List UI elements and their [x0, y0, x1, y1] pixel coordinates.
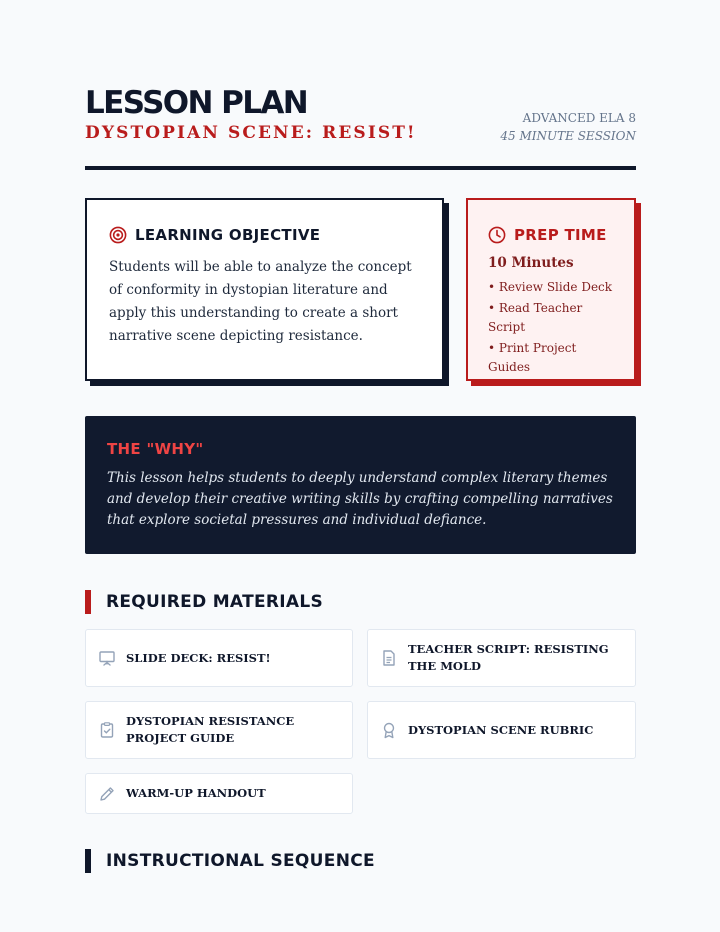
materials-heading-text: REQUIRED MATERIALS — [106, 592, 324, 612]
prep-heading: PREP TIME — [514, 226, 607, 244]
prep-duration: 10 Minutes — [488, 255, 574, 271]
lesson-header — [85, 84, 636, 170]
material-label: DYSTOPIAN SCENE RUBRIC — [408, 722, 594, 737]
prep-item: • Read Teacher Script — [488, 301, 583, 334]
sequence-heading — [85, 849, 375, 873]
why-text: This lesson helps students to deeply understand complex literary themes and develop their creative writing skills by crafting compelling narratives that explore societal pressures and individual defiance. — [107, 470, 613, 528]
award-icon — [380, 721, 398, 739]
prep-item: • Review Slide Deck — [488, 280, 613, 294]
target-icon — [109, 226, 127, 244]
clipboard-check-icon — [98, 721, 116, 739]
section-accent-bar — [85, 849, 91, 873]
page-subtitle: DYSTOPIAN SCENE: RESIST! — [85, 123, 417, 143]
document-icon — [380, 649, 398, 667]
presentation-icon — [98, 649, 116, 667]
material-label: DYSTOPIAN RESISTANCE PROJECT GUIDE — [126, 714, 295, 745]
sequence-heading-text: INSTRUCTIONAL SEQUENCE — [106, 851, 375, 871]
material-label: WARM-UP HANDOUT — [126, 786, 266, 800]
material-project-guide[interactable] — [85, 701, 353, 759]
objective-heading: LEARNING OBJECTIVE — [135, 226, 321, 244]
material-label: SLIDE DECK: RESIST! — [126, 650, 271, 665]
material-label: TEACHER SCRIPT: RESISTING THE MOLD — [408, 642, 609, 673]
prep-time-card — [466, 198, 636, 381]
grade-level: ADVANCED ELA 8 — [522, 111, 636, 125]
prep-item: • Print Project Guides — [488, 341, 577, 374]
material-slide-deck[interactable] — [85, 629, 353, 687]
materials-heading — [85, 590, 323, 614]
why-heading: THE "WHY" — [107, 440, 204, 458]
section-accent-bar — [85, 590, 91, 614]
material-rubric[interactable] — [367, 701, 636, 759]
objective-text: Students will be able to analyze the concept of conformity in dystopian literature and apply this understanding to create a short narrative scene depicting resistance. — [109, 259, 412, 344]
material-warmup[interactable] — [85, 773, 353, 814]
session-length: 45 MINUTE SESSION — [500, 129, 636, 143]
clock-icon — [488, 226, 506, 244]
why-panel — [85, 416, 636, 554]
page-title: LESSON PLAN — [85, 85, 308, 121]
pencil-icon — [98, 785, 116, 803]
lesson-meta — [500, 109, 636, 145]
prep-list — [488, 278, 614, 377]
material-teacher-script[interactable] — [367, 629, 636, 687]
learning-objective-card — [85, 198, 444, 381]
